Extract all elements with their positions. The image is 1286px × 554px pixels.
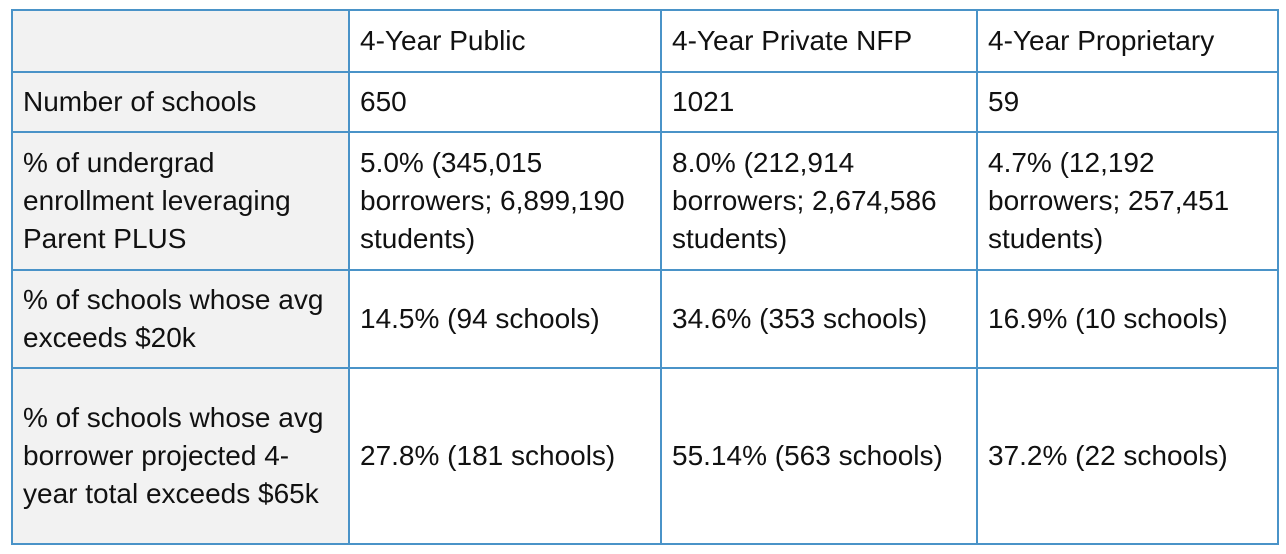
cell-private-nfp-number-of-schools: 1021 (661, 72, 977, 132)
cell-public-projected-total-exceeds-65k: 27.8% (181 schools) (349, 368, 661, 544)
cell-public-avg-exceeds-20k: 14.5% (94 schools) (349, 270, 661, 368)
table-row (12, 368, 1278, 544)
comparison-table (11, 9, 1279, 545)
cell-public-enrollment-parent-plus: 5.0% (345,015 borrowers; 6,899,190 students) (349, 132, 661, 270)
cell-private-nfp-enrollment-parent-plus: 8.0% (212,914 borrowers; 2,674,586 students) (661, 132, 977, 270)
table-row (12, 270, 1278, 368)
cell-proprietary-number-of-schools: 59 (977, 72, 1278, 132)
cell-private-nfp-avg-exceeds-20k: 34.6% (353 schools) (661, 270, 977, 368)
header-4-year-proprietary: 4-Year Proprietary (977, 10, 1278, 72)
cell-public-number-of-schools: 650 (349, 72, 661, 132)
cell-proprietary-enrollment-parent-plus: 4.7% (12,192 borrowers; 257,451 students) (977, 132, 1278, 270)
header-4-year-private-nfp: 4-Year Private NFP (661, 10, 977, 72)
table-row (12, 72, 1278, 132)
cell-proprietary-projected-total-exceeds-65k: 37.2% (22 schools) (977, 368, 1278, 544)
header-corner-cell (12, 10, 349, 72)
table-row (12, 132, 1278, 270)
row-label-projected-total-exceeds-65k: % of schools whose avg borrower projected 4-year total exceeds $65k (12, 368, 349, 544)
row-label-enrollment-parent-plus: % of undergrad enrollment leveraging Parent PLUS (12, 132, 349, 270)
header-4-year-public: 4-Year Public (349, 10, 661, 72)
row-label-number-of-schools: Number of schools (12, 72, 349, 132)
cell-private-nfp-projected-total-exceeds-65k: 55.14% (563 schools) (661, 368, 977, 544)
cell-proprietary-avg-exceeds-20k: 16.9% (10 schools) (977, 270, 1278, 368)
table-header-row (12, 10, 1278, 72)
row-label-avg-exceeds-20k: % of schools whose avg exceeds $20k (12, 270, 349, 368)
